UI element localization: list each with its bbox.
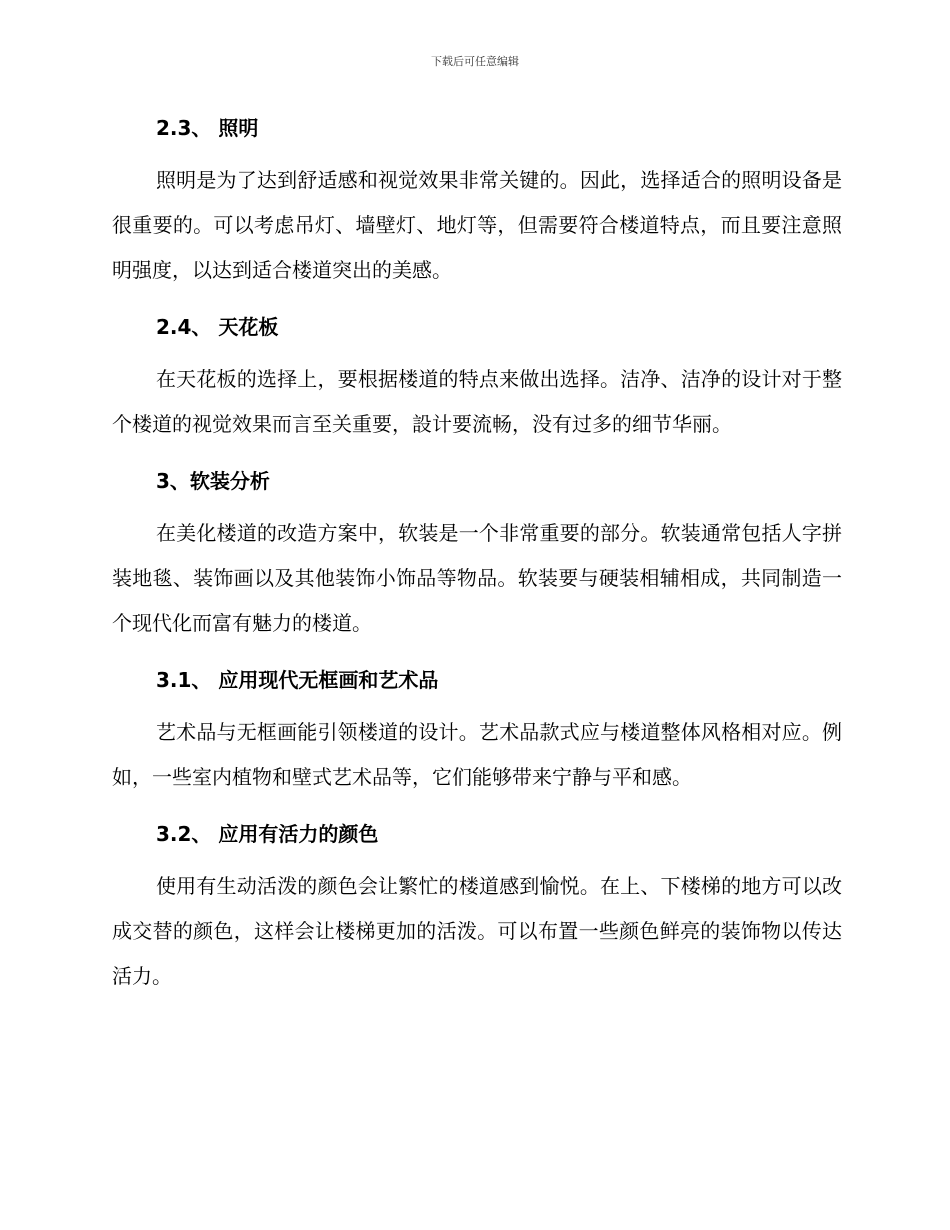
paragraph-colors: 使用有生动活泼的颜色会让繁忙的楼道感到愉悦。在上、下楼梯的地方可以改成交替的颜色，这样会让楼梯更加的活泼。可以布置一些颜色鲜亮的装饰物以传达活力。 bbox=[112, 874, 842, 988]
paragraph-ceiling: 在天花板的选择上，要根据楼道的特点来做出选择。洁净、洁净的设计对于整个楼道的视觉效果而言至关重要，設计要流畅，没有过多的细节华丽。 bbox=[112, 367, 842, 436]
paragraph-lighting: 照明是为了达到舒适感和视觉效果非常关键的。因此，选择适合的照明设备是很重要的。可以考虑吊灯、墙壁灯、地灯等，但需要符合楼道特点，而且要注意照明强度，以达到适合楼道突出的美感。 bbox=[112, 168, 842, 282]
section-heading-ceiling: 2.4、 天花板 bbox=[156, 315, 279, 339]
section-heading-colors: 3.2、 应用有活力的颜色 bbox=[156, 822, 379, 846]
section-heading-lighting: 2.3、 照明 bbox=[156, 116, 259, 140]
section-heading-artwork: 3.1、 应用现代无框画和艺术品 bbox=[156, 668, 439, 692]
section-heading-soft-furnishing: 3、软装分析 bbox=[156, 469, 270, 493]
document-body bbox=[112, 110, 842, 999]
paragraph-soft-furnishing: 在美化楼道的改造方案中，软装是一个非常重要的部分。软装通常包括人字拼装地毯、装饰画以及其他装饰小饰品等物品。软装要与硬装相辅相成，共同制造一个现代化而富有魅力的楼道。 bbox=[112, 521, 842, 635]
page-header-note: 下载后可任意编辑 bbox=[431, 55, 519, 68]
paragraph-artwork: 艺术品与无框画能引领楼道的设计。艺术品款式应与楼道整体风格相对应。例如，一些室内植物和壁式艺术品等，它们能够带来宁静与平和感。 bbox=[112, 720, 842, 789]
